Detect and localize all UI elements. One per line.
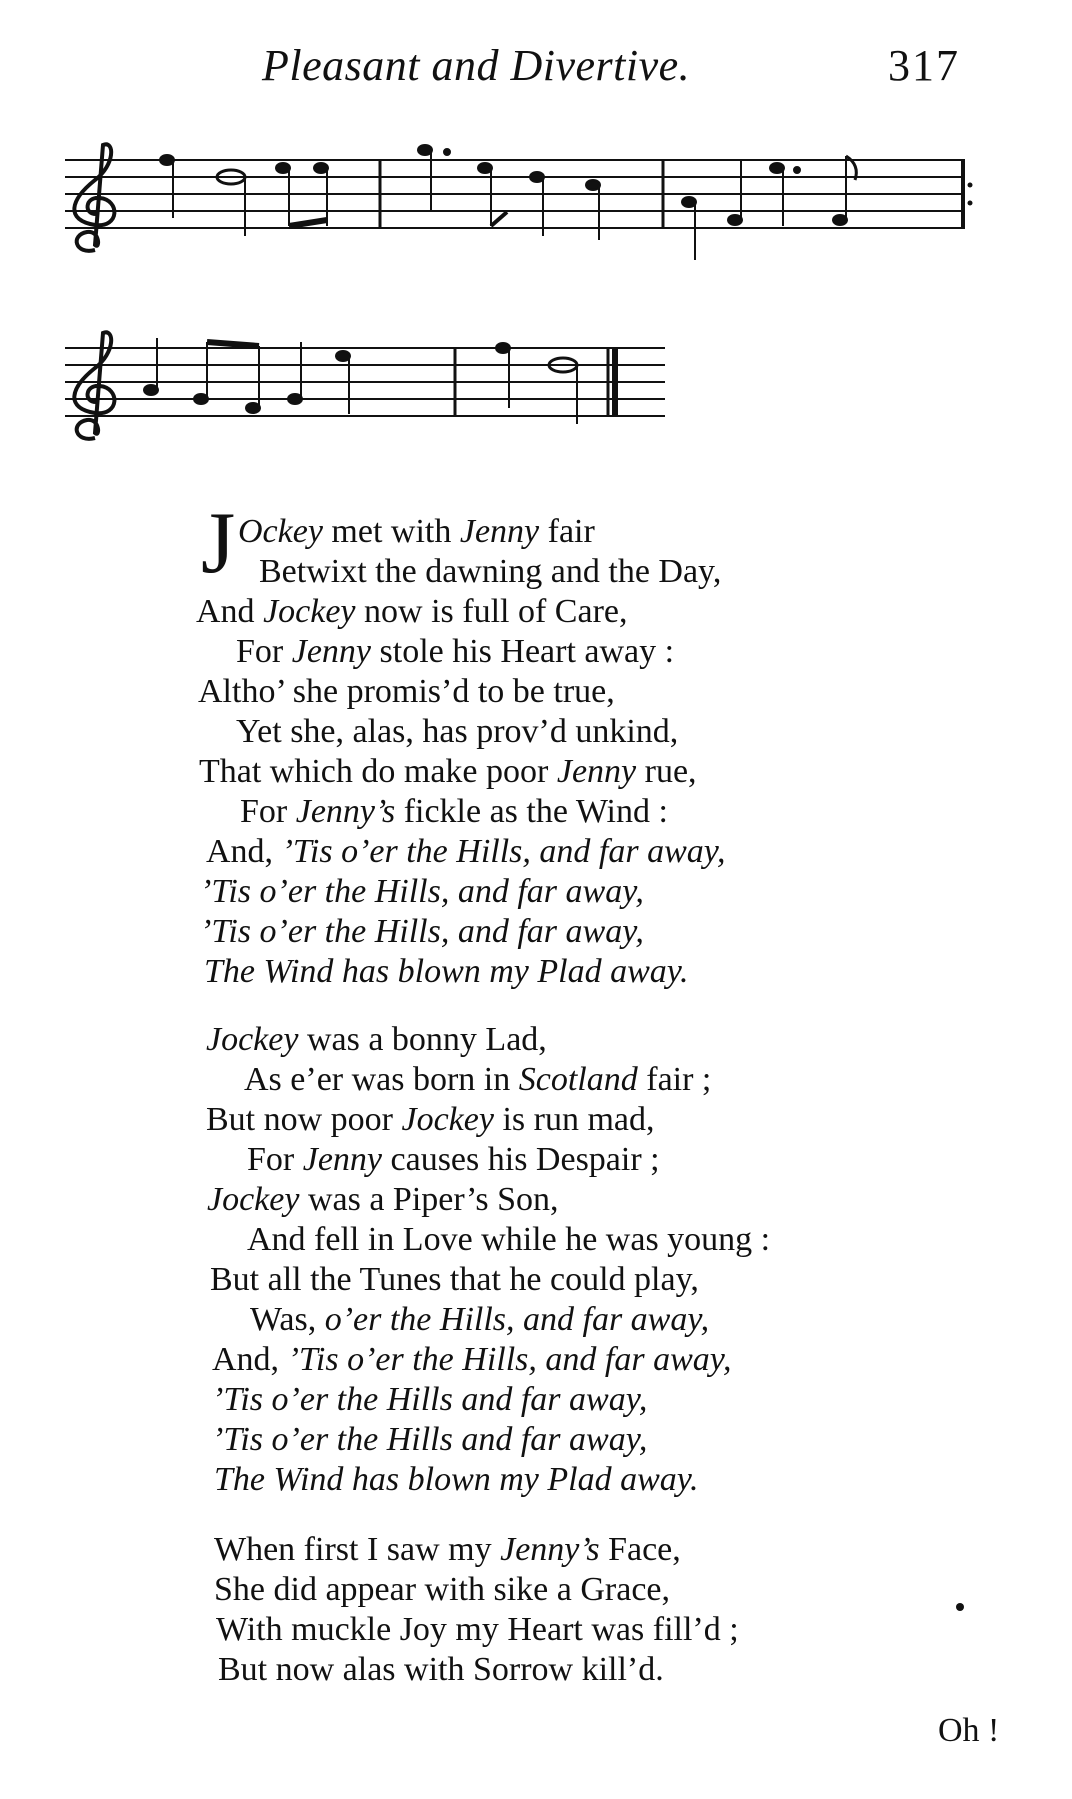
verse-line: As e’er was born in Scotland fair ; xyxy=(244,1061,712,1098)
verse-line: ’Tis o’er the Hills and far away, xyxy=(212,1381,648,1418)
verse-line: ’Tis o’er the Hills, and far away, xyxy=(200,873,644,910)
verse-line: For Jenny’s fickle as the Wind : xyxy=(240,793,668,830)
verse-line: The Wind has blown my Plad away. xyxy=(214,1461,699,1498)
page-header xyxy=(0,40,1072,100)
verse-line: Betwixt the dawning and the Day, xyxy=(259,553,722,590)
verse-line: When first I saw my Jenny’s Face, xyxy=(214,1531,681,1568)
verse-line: That which do make poor Jenny rue, xyxy=(199,753,697,790)
verse-line: With muckle Joy my Heart was fill’d ; xyxy=(216,1611,739,1648)
drop-cap: J xyxy=(201,495,236,592)
verse-line: Was, o’er the Hills, and far away, xyxy=(250,1301,710,1338)
page-number: 317 xyxy=(888,41,960,90)
verse-line: She did appear with sike a Grace, xyxy=(214,1571,670,1608)
music-staff-2 xyxy=(55,328,675,458)
verse-line: But now alas with Sorrow kill’d. xyxy=(218,1651,664,1688)
verse-line: And, ’Tis o’er the Hills, and far away, xyxy=(212,1341,732,1378)
verse-line: Jockey was a bonny Lad, xyxy=(206,1021,547,1058)
music-staff-1 xyxy=(55,140,975,270)
verse-line: And fell in Love while he was young : xyxy=(247,1221,771,1258)
verse-line: Jockey was a Piper’s Son, xyxy=(207,1181,559,1218)
verse-line: Yet she, alas, has prov’d unkind, xyxy=(236,713,679,750)
stray-mark xyxy=(956,1603,964,1611)
verse-line: For Jenny causes his Despair ; xyxy=(247,1141,660,1178)
verse-line: And, ’Tis o’er the Hills, and far away, xyxy=(206,833,726,870)
verse-line: Ockey met with Jenny fair xyxy=(238,513,595,550)
verse-line: ’Tis o’er the Hills, and far away, xyxy=(200,913,644,950)
verse-line: But all the Tunes that he could play, xyxy=(210,1261,699,1298)
running-title: Pleasant and Divertive. xyxy=(262,41,691,90)
verse-line: But now poor Jockey is run mad, xyxy=(206,1101,655,1138)
verse-line: ’Tis o’er the Hills and far away, xyxy=(212,1421,648,1458)
verse-line: For Jenny stole his Heart away : xyxy=(236,633,675,670)
verse-line: Altho’ she promis’d to be true, xyxy=(198,673,615,710)
verse-line: And Jockey now is full of Care, xyxy=(196,593,628,630)
catchword: Oh ! xyxy=(938,1712,1000,1749)
verse-line: The Wind has blown my Plad away. xyxy=(204,953,689,990)
